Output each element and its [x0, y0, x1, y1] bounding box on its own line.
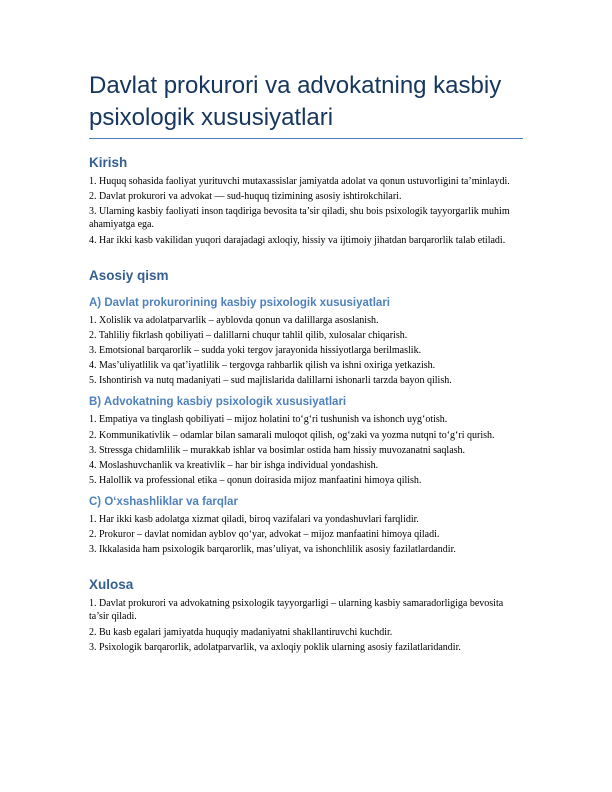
list-item: 2. Tahliliy fikrlash qobiliyati – dalillarni chuqur tahlil qilib, xulosalar chiqarish.: [89, 329, 408, 341]
list-item: 2. Prokuror – davlat nomidan ayblov qo‘yar, advokat – mijoz manfaatini himoya qiladi.: [89, 529, 440, 541]
list-item: 3. Ikkalasida ham psixologik barqarorlik, mas’uliyat, va ishonchlilik asosiy fazilatlardandir.: [89, 544, 456, 556]
main-section: [89, 267, 523, 557]
list-item: 3. Emotsional barqarorlik – sudda yoki tergov jarayonida hissiyotlarga berilmaslik.: [89, 344, 422, 356]
subsection-heading: C) O‘xshashliklar va farqlar: [89, 496, 238, 509]
document-title: Davlat prokurori va advokatning kasbiy psixologik xususiyatlari: [89, 70, 523, 139]
intro-list: [89, 175, 523, 247]
list-item: 2. Kommunikativlik – odamlar bilan samarali muloqot qilish, og‘zaki va yozma nutqni to‘g‘ri qurish.: [89, 429, 495, 441]
list-item: 1. Davlat prokurori va advokatning psixologik tayyorgarligi – ularning kasbiy samaradorligiga bevosita ta’sir qiladi.: [89, 598, 504, 623]
subsection-advocate: [89, 395, 523, 487]
list-item: 2. Davlat prokurori va advokat — sud-huquq tizimining asosiy ishtirokchilari.: [89, 191, 402, 203]
subsection-comparison: [89, 495, 523, 556]
conclusion-list: [89, 597, 523, 653]
list-item: 3. Ularning kasbiy faoliyati inson taqdiriga bevosita ta’sir qiladi, shu bois psixologik tayyorgarlik muhim ahamiyatga ega.: [89, 206, 510, 231]
conclusion-section: [89, 576, 523, 653]
subsection-list: [89, 314, 523, 388]
conclusion-heading: Xulosa: [89, 577, 134, 593]
main-heading: Asosiy qism: [89, 267, 169, 283]
intro-heading: Kirish: [89, 155, 128, 170]
subsection-prosecutor: [89, 296, 523, 388]
list-item: 1. Har ikki kasb adolatga xizmat qiladi, biroq vazifalari va yondashuvlari farqlidir.: [89, 514, 419, 526]
list-item: 3. Stressga chidamlilik – murakkab ishlar va bosimlar ostida ham hissiy muvozanatni saqlash.: [89, 444, 466, 456]
document-body: [89, 70, 523, 656]
list-item: 4. Mas’uliyatlilik va qat’iyatlilik – tergovga rahbarlik qilish va ishni oxiriga yetkazish.: [89, 360, 436, 372]
subsection-list: [89, 513, 523, 556]
list-item: 3. Psixologik barqarorlik, adolatparvarlik, va axloqiy poklik ularning asosiy fazilatlaridandir.: [89, 641, 461, 653]
intro-section: [89, 154, 523, 247]
list-item: 4. Moslashuvchanlik va kreativlik – har bir ishga individual yondashish.: [89, 459, 379, 471]
list-item: 5. Ishontirish va nutq madaniyati – sud majlislarida dalillarni ishonarli tarzda bayon qilish.: [89, 375, 452, 387]
list-item: 1. Huquq sohasida faoliyat yurituvchi mutaxassislar jamiyatda adolat va qonun ustuvorligini ta’minlaydi.: [89, 176, 510, 187]
list-item: 4. Har ikki kasb vakilidan yuqori darajadagi axloqiy, hissiy va ijtimoiy jihatdan barqarorlik talab etiladi.: [89, 234, 506, 246]
subsection-heading: B) Advokatning kasbiy psixologik xususiyatlari: [89, 396, 347, 409]
list-item: 1. Empatiya va tinglash qobiliyati – mijoz holatini to‘g‘ri tushunish va ishonch uyg‘otish.: [89, 414, 448, 426]
subsection-heading: A) Davlat prokurorining kasbiy psixologik xususiyatlari: [89, 296, 390, 309]
subsection-list: [89, 413, 523, 487]
list-item: 2. Bu kasb egalari jamiyatda huquqiy madaniyatni shakllantiruvchi kuchdir.: [89, 626, 393, 638]
list-item: 5. Halollik va professional etika – qonun doirasida mijoz manfaatini himoya qilish.: [89, 475, 422, 487]
list-item: 1. Xolislik va adolatparvarlik – ayblovda qonun va dalillarga asoslanish.: [89, 314, 379, 326]
